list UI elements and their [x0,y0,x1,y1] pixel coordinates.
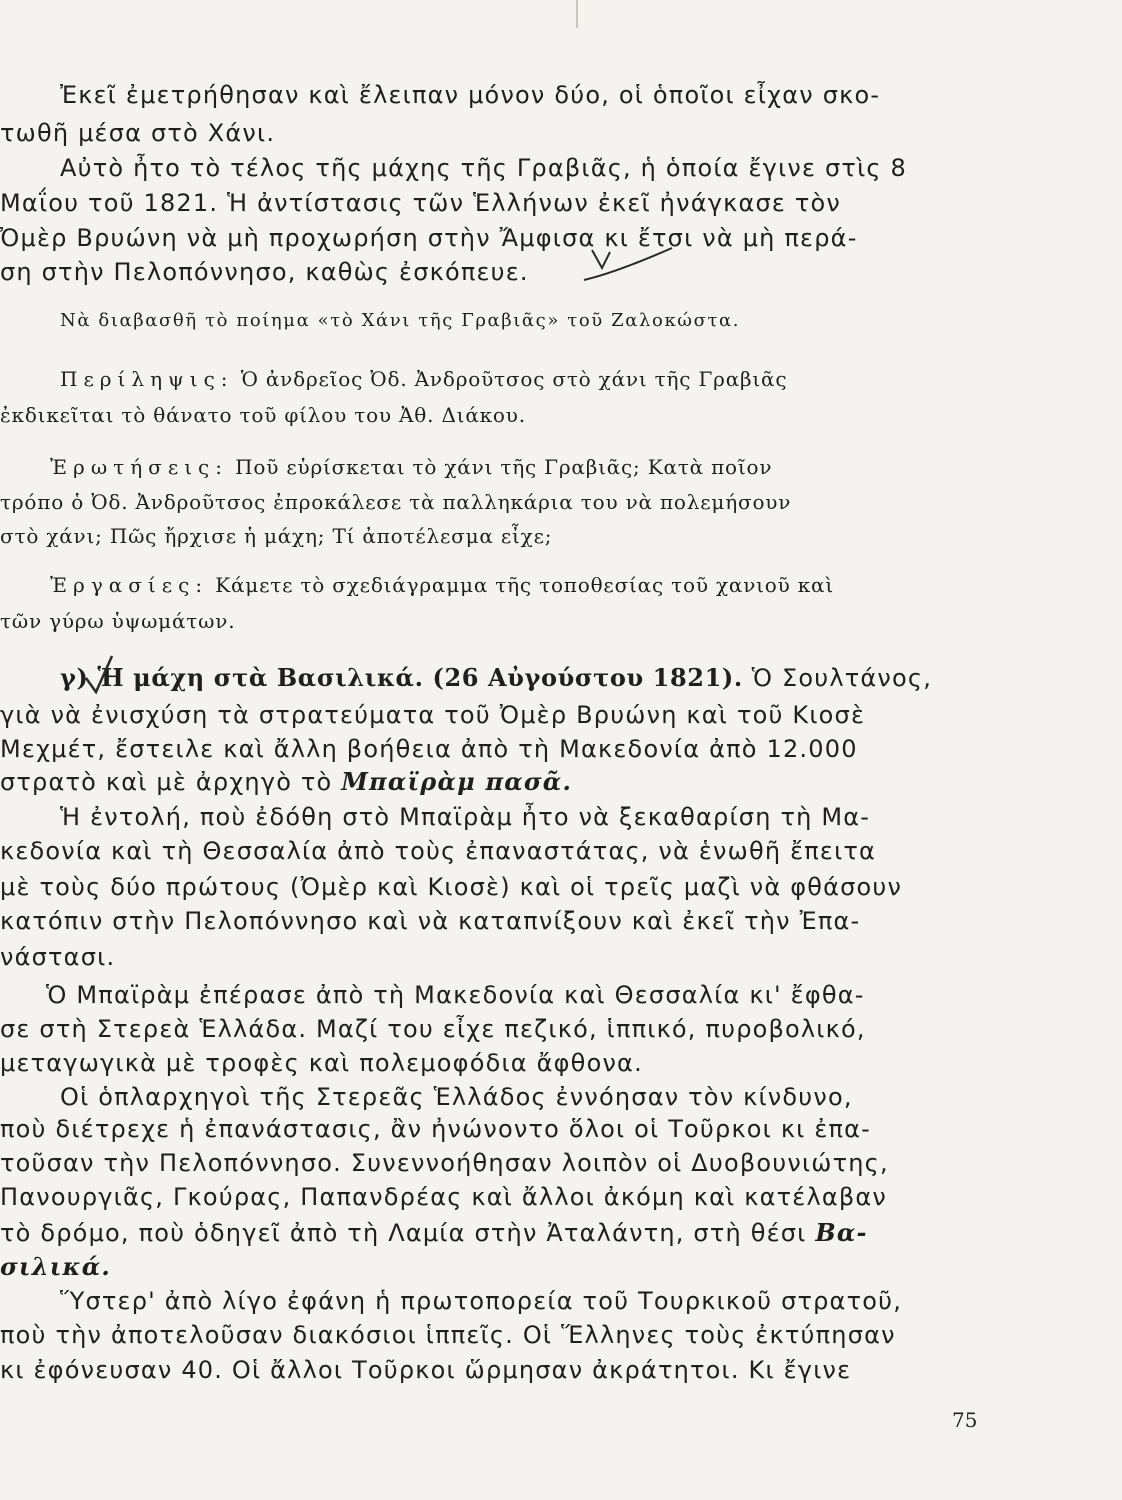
text-line: σε στὴ Στερεὰ Ἑλλάδα. Μαζί του εἶχε πεζικό, ἱππικό, πυροβολικό, [0,1015,866,1043]
page-number: 75 [952,1408,978,1432]
text-line: Ὁ Μπαϊρὰμ ἐπέρασε ἀπὸ τὴ Μακεδονία καὶ Θεσσαλία κι' ἔφθα- [46,981,865,1009]
text-line [0,1218,868,1248]
text-line: κεδονία καὶ τὴ Θεσσαλία ἀπὸ τοὺς ἐπαναστάτας, νὰ ἑνωθῆ ἔπειτα [0,837,877,865]
tasks-label: Ἐργασίες: [50,573,209,597]
text-line: κατόπιν στὴν Πελοπόννησο καὶ νὰ καταπνίξουν καὶ ἐκεῖ τὴν Ἐπα- [0,907,861,935]
text-line: Μαΐου τοῦ 1821. Ἡ ἀντίστασις τῶν Ἑλλήνων ἐκεῖ ἠνάγκασε τὸν [0,189,842,217]
summary-text: Ὁ ἀνδρεῖος Ὀδ. Ἀνδροῦτσος στὸ χάνι τῆς Γραβιᾶς [233,367,788,391]
emphasis-place: Βα- [815,1218,868,1247]
text-line: μεταγωγικὰ μὲ τροφὲς καὶ πολεμοφόδια ἄφθονα. [0,1049,643,1077]
text-line: στὸ χάνι; Πῶς ἤρχισε ἡ μάχη; Τί ἀποτέλεσμα εἶχε; [0,524,553,548]
tasks-line [50,570,834,600]
section-heading-line [60,663,932,693]
emphasis-name: Μπαϊρὰμ πασᾶ. [341,767,573,796]
reading-note: Νὰ διαβασθῆ τὸ ποίημα «τὸ Χάνι τῆς Γραβιᾶς» τοῦ Ζαλοκώστα. [60,310,741,331]
text-line: μὲ τοὺς δύο πρώτους (Ὀμὲρ καὶ Κιοσὲ) καὶ οἱ τρεῖς μαζὶ νὰ φθάσουν [0,873,903,901]
text-line: τρόπο ὁ Ὀδ. Ἀνδροῦτσος ἐπροκάλεσε τὰ παλληκάρια του νὰ πολεμήσουν [0,490,792,514]
text-line [0,1252,111,1282]
text-line-start: τὸ δρόμο, ποὺ ὁδηγεῖ ἀπὸ τὴ Λαμία στὴν Ἀταλάντη, στὴ θέσι [0,1219,816,1247]
pen-tick-icon [82,652,128,698]
pen-checkmark-icon [580,238,680,288]
text-line-start: στρατὸ καὶ μὲ ἀρχηγὸ τὸ [0,768,342,796]
text-line: νάστασι. [0,943,116,971]
section-heading-tail: Ὁ Σουλτάνος, [742,664,933,692]
text-line: Οἱ ὁπλαρχηγοὶ τῆς Στερεᾶς Ἑλλάδος ἐννόησαν τὸν κίνδυνο, [60,1083,853,1111]
text-line: Ἡ ἐντολή, ποὺ ἐδόθη στὸ Μπαϊρὰμ ἦτο νὰ ξεκαθαρίση τὴ Μα- [60,803,871,831]
questions-label: Ἐρωτήσεις: [50,455,228,479]
text-line: Ὕστερ' ἀπὸ λίγο ἐφάνη ἡ πρωτοπορεία τοῦ Τουρκικοῦ στρατοῦ, [60,1287,903,1315]
text-line: ση στὴν Πελοπόννησο, καθὼς ἐσκόπευε. [0,258,529,286]
text-line: τοῦσαν τὴν Πελοπόννησο. Συνεννοήθησαν λοιπὸν οἱ Δυοβουνιώτης, [0,1149,889,1177]
text-line: Μεχμέτ, ἔστειλε καὶ ἄλλη βοήθεια ἀπὸ τὴ Μακεδονία ἀπὸ 12.000 [0,735,858,763]
summary-line [60,364,787,394]
tasks-text: Κάμετε τὸ σχεδιάγραμμα τῆς τοποθεσίας τοῦ χανιοῦ καὶ [208,573,834,597]
text-line: ποὺ τὴν ἀποτελοῦσαν διακόσιοι ἱππεῖς. Οἱ Ἕλληνες τοὺς ἐκτύπησαν [0,1321,896,1349]
questions-text: Ποῦ εὑρίσκεται τὸ χάνι τῆς Γραβιᾶς; Κατὰ ποῖον [227,455,773,479]
scan-edge [576,0,578,28]
text-line: Ὀμὲρ Βρυώνη νὰ μὴ προχωρήση στὴν Ἄμφισα κι ἔτσι νὰ μὴ περά- [0,224,858,252]
text-line: τωθῆ μέσα στὸ Χάνι. [0,119,276,147]
text-line: ἐκδικεῖται τὸ θάνατο τοῦ φίλου του Ἀθ. Διάκου. [0,403,526,427]
section-heading: γ) Ἡ μάχη στὰ Βασιλικά. (26 Αὐγούστου 1821). [60,663,743,692]
emphasis-place-end: σιλικά. [0,1252,111,1281]
text-line: ποὺ διέτρεχε ἡ ἐπανάστασις, ἂν ἠνώνοντο ὅλοι οἱ Τοῦρκοι κι ἐπα- [0,1115,872,1143]
questions-line [50,452,772,482]
text-line: κι ἐφόνευσαν 40. Οἱ ἄλλοι Τοῦρκοι ὥρμησαν ἀκράτητοι. Κι ἔγινε [0,1356,852,1384]
text-line: τῶν γύρω ὑψωμάτων. [0,609,236,633]
text-line: Ἐκεῖ ἐμετρήθησαν καὶ ἔλειπαν μόνον δύο, οἱ ὁποῖοι εἶχαν σκο- [60,81,881,109]
text-line: Πανουργιᾶς, Γκούρας, Παπανδρέας καὶ ἄλλοι ἀκόμη καὶ κατέλαβαν [0,1183,888,1211]
text-line [0,767,572,797]
text-line: Αὐτὸ ἦτο τὸ τέλος τῆς μάχης τῆς Γραβιᾶς, ἡ ὁποία ἔγινε στὶς 8 [60,154,907,182]
summary-label: Περίληψις: [60,367,234,391]
text-line: γιὰ νὰ ἐνισχύση τὰ στρατεύματα τοῦ Ὀμὲρ Βρυώνη καὶ τοῦ Κιοσὲ [0,701,866,729]
